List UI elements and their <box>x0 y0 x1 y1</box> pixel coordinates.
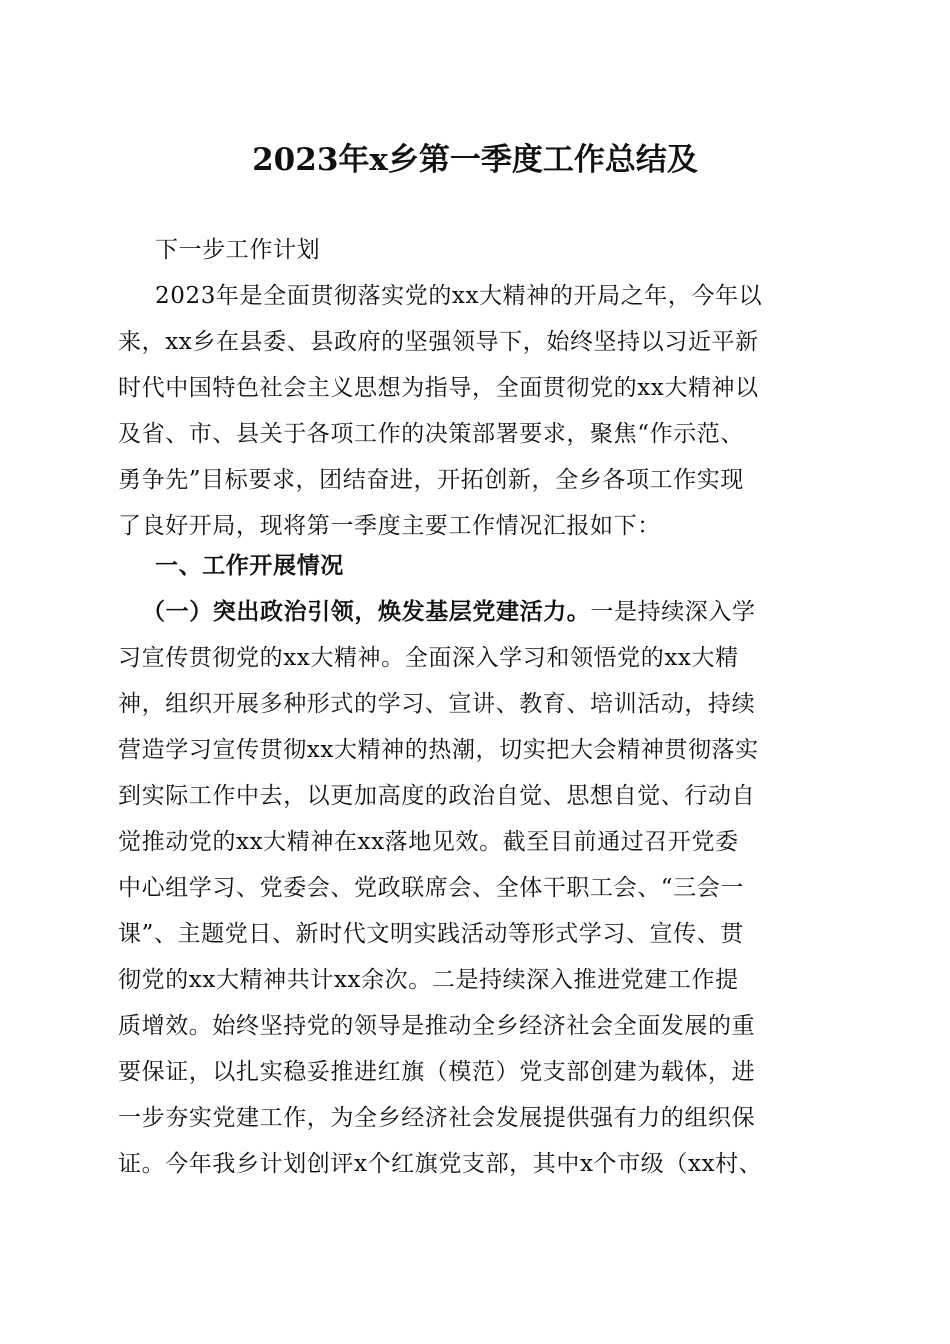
paragraph-line: 质增效。始终坚持党的领导是推动全乡经济社会全面发展的重 <box>118 1013 756 1039</box>
section-heading: 一、工作开展情况 <box>155 553 344 579</box>
intro-line: 了良好开局，现将第一季度主要工作情况汇报如下： <box>118 513 661 539</box>
intro-line: 时代中国特色社会主义思想为指导，全面贯彻党的xx大精神以 <box>118 375 759 401</box>
intro-line: 勇争先”目标要求，团结奋进，开拓创新，全乡各项工作实现 <box>118 467 744 493</box>
paragraph-line: 一步夯实党建工作，为全乡经济社会发展提供强有力的组织保 <box>118 1105 756 1131</box>
paragraph-first-line-rest: 一是持续深入学 <box>590 599 756 625</box>
paragraph-line: 到实际工作中去，以更加高度的政治自觉、思想自觉、行动自 <box>118 783 756 809</box>
paragraph-line: 课”、主题党日、新时代文明实践活动等形式学习、宣传、贯 <box>118 921 744 947</box>
paragraph-line: 神，组织开展多种形式的学习、宣讲、教育、培训活动，持续 <box>118 691 756 717</box>
paragraph-line: 彻党的xx大精神共计xx余次。二是持续深入推进党建工作提 <box>118 967 739 993</box>
document-title: 2023年x乡第一季度工作总结及 <box>252 142 698 178</box>
paragraph-line: 中心组学习、党委会、党政联席会、全体干职工会、“三会一 <box>118 875 744 901</box>
document-subtitle-line: 下一步工作计划 <box>155 237 321 263</box>
paragraph-line: 要保证，以扎实稳妥推进红旗（模范）党支部创建为载体，进 <box>118 1059 756 1085</box>
intro-line: 及省、市、县关于各项工作的决策部署要求，聚焦“作示范、 <box>118 421 744 447</box>
intro-line: 来，xx乡在县委、县政府的坚强领导下，始终坚持以习近平新 <box>118 329 759 355</box>
paragraph-line: 营造学习宣传贯彻xx大精神的热潮，切实把大会精神贯彻落实 <box>118 737 759 763</box>
paragraph-line: 觉推动党的xx大精神在xx落地见效。截至目前通过召开党委 <box>118 829 739 855</box>
paragraph-line: 证。今年我乡计划创评x个红旗党支部，其中x个市级（xx村、 <box>118 1151 763 1177</box>
paragraph-bold-lead: （一）突出政治引领，焕发基层党建活力。 <box>142 598 591 625</box>
intro-line: 2023年是全面贯彻落实党的xx大精神的开局之年，今年以 <box>155 283 763 309</box>
paragraph-first-line <box>142 592 830 632</box>
paragraph-line: 习宣传贯彻党的xx大精神。全面深入学习和领悟党的xx大精 <box>118 645 739 671</box>
